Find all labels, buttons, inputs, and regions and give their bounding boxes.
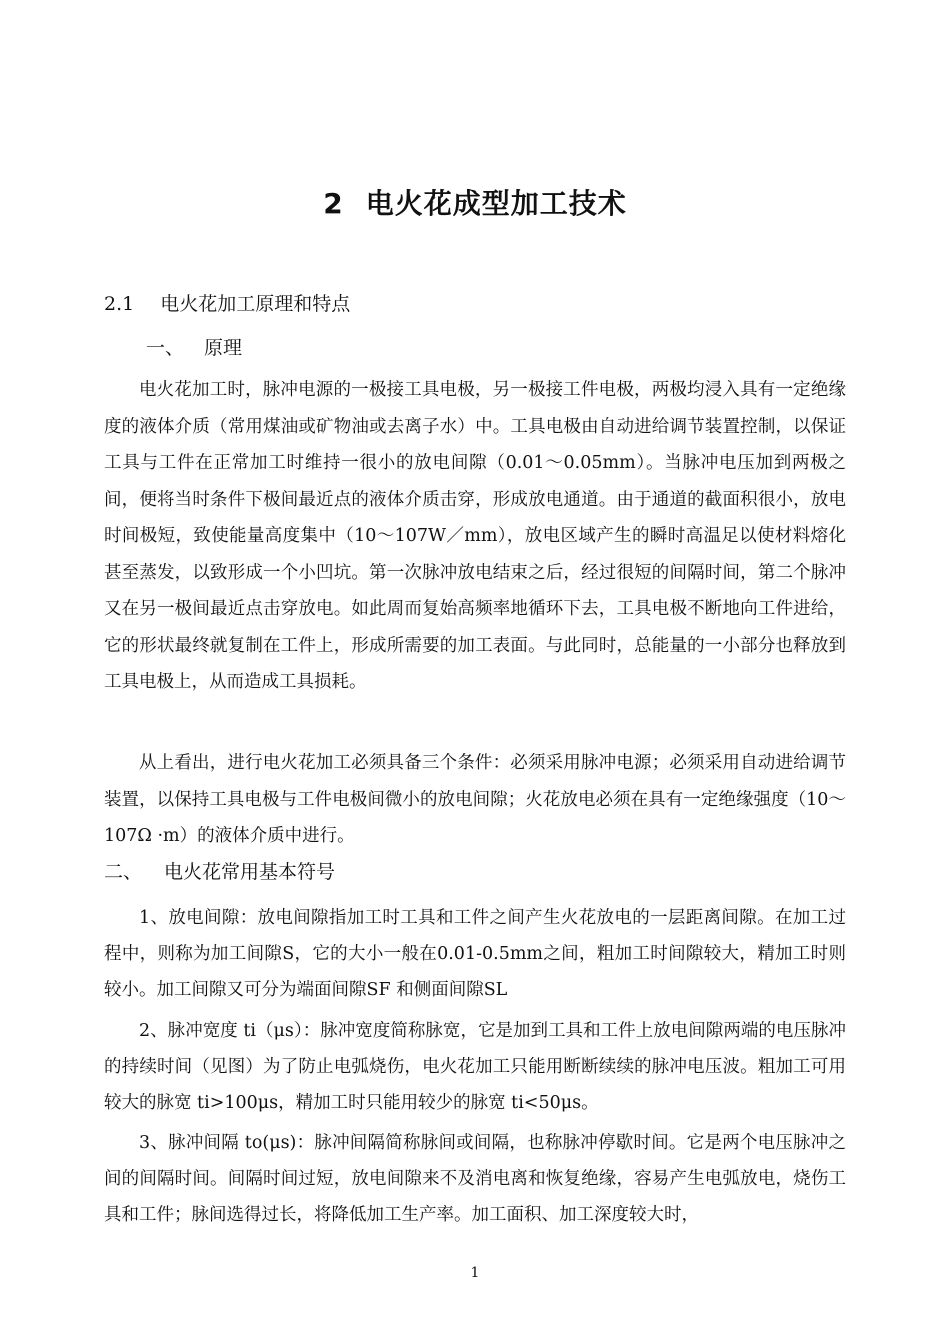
paragraph-pulse-width: 2、脉冲宽度 ti（μs）：脉冲宽度简称脉宽，它是加到工具和工件上放电间隙两端的电压脉冲的持续时间（见图）为了防止电弧烧伤，电火花加工只能用断断续续的脉冲电压波。粗加工可用较大的脉宽 ti>100μs，精加工时只能用较少的脉宽 ti<50μs。 xyxy=(104,1021,846,1113)
paragraph-principle: 电火花加工时，脉冲电源的一极接工具电极，另一极接工件电极，两极均浸入具有一定绝缘度的液体介质（常用煤油或矿物油或去离子水）中。工具电极由自动进给调节装置控制，以保证工具与工件在正常加工时维持一很小的放电间隙（0.01～0.05mm）。当脉冲电压加到两极之间，便将当时条件下极间最近点的液体介质击穿，形成放电通道。由于通道的截面积很小，放电时间极短，致使能量高度集中（10～107W／mm），放电区域产生的瞬时高温足以使材料熔化甚至蒸发，以致形成一个小凹坑。第一次脉冲放电结束之后，经过很短的间隔时间，第二个脉冲又在另一极间最近点击穿放电。如此周而复始高频率地循环下去，工具电极不断地向工件进给，它的形状最终就复制在工件上，形成所需要的加工表面。与此同时，总能量的一小部分也释放到工具电极上，从而造成工具损耗。 xyxy=(104,380,846,692)
subsection-mark: 一、 xyxy=(146,337,185,359)
subsection-title: 原理 xyxy=(204,337,243,359)
page-number: 1 xyxy=(470,1265,480,1281)
subsection-heading-symbols xyxy=(104,858,335,886)
section-heading xyxy=(104,290,350,318)
section-title: 电火花加工原理和特点 xyxy=(160,293,351,315)
paragraph-pulse-interval: 3、脉冲间隔 to(μs)：脉冲间隔简称脉间或间隔，也称脉冲停歇时间。它是两个电压脉冲之间的间隔时间。间隔时间过短，放电间隙来不及消电离和恢复绝缘，容易产生电弧放电，烧伤工具和工件；脉间选得过长，将降低加工生产率。加工面积、加工深度较大时， xyxy=(104,1133,846,1225)
chapter-title-text: 电火花成型加工技术 xyxy=(365,187,627,220)
chapter-number: 2 xyxy=(323,187,344,220)
section-number: 2.1 xyxy=(104,293,135,315)
subsection-heading-principle xyxy=(146,334,242,362)
subsection-title: 电火花常用基本符号 xyxy=(164,861,336,883)
paragraph-conditions: 从上看出，进行电火花加工必须具备三个条件：必须采用脉冲电源；必须采用自动进给调节装置，以保持工具电极与工件电极间微小的放电间隙；火花放电必须在具有一定绝缘强度（10～107Ω ·m）的液体介质中进行。 xyxy=(104,753,846,846)
chapter-title xyxy=(0,186,950,222)
subsection-mark: 二、 xyxy=(104,861,143,883)
paragraph-discharge-gap: 1、放电间隙：放电间隙指加工时工具和工件之间产生火花放电的一层距离间隙。在加工过程中，则称为加工间隙S，它的大小一般在0.01-0.5mm之间，粗加工时间隙较大，精加工时则较小。加工间隙又可分为端面间隙SF 和侧面间隙SL xyxy=(104,908,846,1000)
